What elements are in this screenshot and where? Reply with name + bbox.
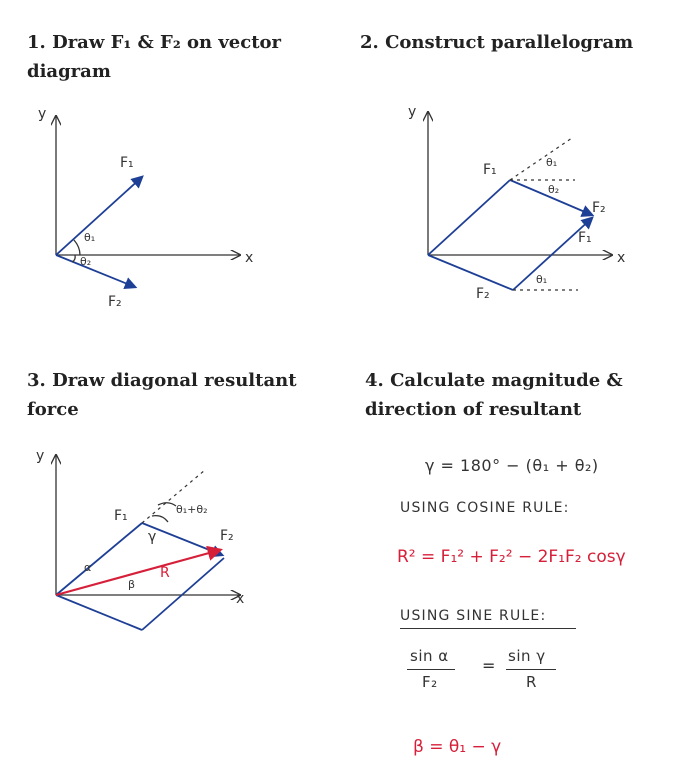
d3-theta-sum-label: θ₁+θ₂	[176, 503, 208, 516]
cosine-rule-equation: R² = F₁² + F₂² − 2F₁F₂ cosγ	[397, 547, 626, 567]
d1-y-label: y	[38, 106, 47, 122]
sine-left-numerator: sin α	[410, 647, 449, 665]
sine-right-numerator: sin γ	[508, 647, 546, 665]
d3-y-label: y	[36, 448, 45, 464]
d2-y-label: y	[408, 104, 417, 120]
d2-f1-label: F₁	[483, 162, 497, 178]
d3-resultant-vector	[56, 550, 220, 595]
d2-f1-copy-label: F₁	[578, 230, 592, 246]
d3-f2-side	[56, 595, 142, 630]
d1-f1-label: F₁	[120, 155, 134, 171]
sine-equals: =	[482, 656, 496, 675]
d3-gamma-label: γ	[148, 529, 157, 545]
d1-f2-label: F₂	[108, 294, 122, 310]
d1-theta2-label: θ₂	[80, 255, 92, 268]
d2-f2-side	[428, 255, 513, 290]
beta-equation: β = θ₁ − γ	[413, 737, 502, 757]
sine-left-fraction-bar	[407, 669, 455, 670]
step-text: Draw diagonal resultant force	[27, 370, 297, 420]
sine-heading-underline	[400, 628, 576, 629]
step-number: 4.	[365, 370, 384, 391]
d2-f2-label: F₂	[476, 286, 490, 302]
d3-beta-label: β	[128, 578, 136, 591]
gamma-equation: γ = 180° − (θ₁ + θ₂)	[425, 456, 599, 475]
d3-alpha-label: α	[84, 561, 92, 574]
step-text: Calculate magnitude & direction of resultant	[365, 370, 623, 420]
d2-theta2-label: θ₂	[548, 183, 560, 196]
d3-theta-arc	[158, 503, 176, 506]
d3-resultant-label: R	[160, 565, 170, 581]
cosine-rule-heading: USING COSINE RULE:	[400, 500, 570, 516]
d2-x-label: x	[617, 250, 626, 266]
step-text: Construct parallelogram	[385, 32, 634, 53]
sine-right-fraction-bar	[506, 669, 556, 670]
d1-x-label: x	[245, 250, 254, 266]
d3-f1-label: F₁	[114, 508, 128, 524]
d1-f2-vector	[56, 255, 135, 287]
d2-theta1-label: θ₁	[546, 156, 558, 169]
d1-theta1-label: θ₁	[84, 231, 96, 244]
step-number: 3.	[27, 370, 46, 391]
step-number: 2.	[360, 32, 379, 53]
d2-theta1-bottom-label: θ₁	[536, 273, 548, 286]
d1-f1-vector	[56, 177, 142, 255]
d3-f2-label: F₂	[220, 528, 234, 544]
d2-axes	[408, 104, 625, 266]
d2-f2-copy-label: F₂	[592, 200, 606, 216]
sine-right-denominator: R	[526, 673, 537, 691]
d2-extension-top	[510, 138, 572, 180]
sine-rule-heading: USING SINE RULE:	[400, 608, 547, 624]
sine-left-denominator: F₂	[422, 673, 438, 691]
d2-f1-side	[428, 180, 510, 255]
step-number: 1.	[27, 32, 46, 53]
step-text: Draw F₁ & F₂ on vector diagram	[27, 32, 282, 82]
d3-axes	[36, 448, 244, 607]
d2-f1-copy	[513, 218, 592, 290]
d3-x-label: x	[236, 591, 245, 607]
d1-theta1-arc	[74, 240, 80, 255]
d3-gamma-arc	[152, 516, 168, 522]
